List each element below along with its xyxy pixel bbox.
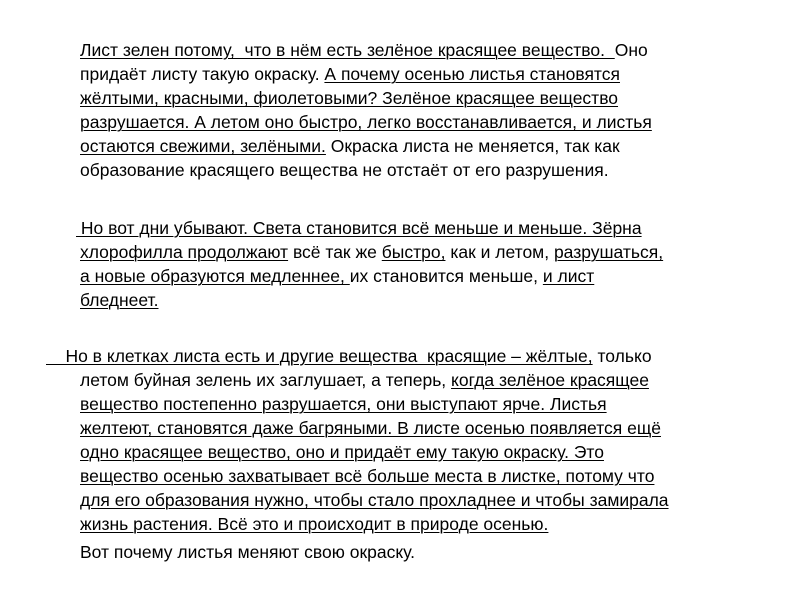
text-run: образование красящего вещества не отстаёт от его разрушения. [80,160,609,180]
text-run: желтеют, становятся даже багряными. В листе осенью появляется ещё [80,418,661,438]
paragraph3-line [80,464,654,488]
paragraph3-line [80,368,649,392]
paragraph1-line [80,86,618,110]
paragraph1-line [80,38,648,62]
text-run: Но вот дни убывают. Света становится всё меньше и меньше. Зёрна [76,218,642,238]
paragraph1-line [80,134,620,158]
paragraph3-line [80,488,669,512]
paragraph3-line [80,416,661,440]
text-run: Вот почему листья меняют свою окраску. [80,542,416,562]
text-run: придаёт листу такую окраску. [80,64,325,84]
text-run: остаются свежими, зелёными. [80,136,326,156]
text-run: жизнь растения. Всё это и происходит в природе осенью. [80,514,549,534]
text-run: Окраска листа не меняется, так как [325,136,620,156]
text-run: жёлтыми, красными, фиолетовыми? Зелёное красящее вещество [80,88,619,108]
text-run: Лист зелен потому, что в нём есть зелёное красящее вещество. [80,40,615,60]
text-run: летом буйная зелень их заглушает, а теперь, [80,370,452,390]
text-run: вещество осенью захватывает всё больше места в листке, потому что [80,466,655,486]
text-run: одно красящее вещество, оно и придаёт ему такую окраску. Это [80,442,604,462]
text-run: вещество постепенно разрушается, они выступают ярче. Листья [80,394,607,414]
paragraph3-line [46,344,652,368]
closing-line [80,540,415,564]
paragraph2-line [80,288,159,312]
text-run: когда зелёное красящее [451,370,649,390]
text-run: Но в клетках листа есть и другие вещества красящие – жёлтые, [46,346,593,366]
text-run: разрушается. А летом оно быстро, легко восстанавливается, и листья [80,112,652,132]
paragraph3-line [80,440,604,464]
paragraph2-line [76,216,642,240]
text-run: разрушаться, [553,242,664,262]
text-run: хлорофилла продолжают [80,242,289,262]
text-run: А почему осенью листья становятся [324,64,620,84]
paragraph2-line [80,264,594,288]
paragraph1-line [80,62,620,86]
text-run: и лист [542,266,595,286]
text-run: Оно [614,40,648,60]
text-run: бледнеет. [80,290,159,310]
text-run: для его образования нужно, чтобы стало прохладнее и чтобы замирала [80,490,669,510]
text-run: только [592,346,652,366]
text-run: как и летом, [445,242,554,262]
paragraph3-line [80,512,548,536]
text-run: а новые образуются медленнее, [80,266,350,286]
paragraph1-line [80,110,652,134]
paragraph3-line [80,392,607,416]
paragraph1-line [80,158,609,182]
text-run: их становится меньше, [349,266,543,286]
text-run: всё так же [288,242,382,262]
text-run: быстро, [381,242,446,262]
paragraph2-line [80,240,663,264]
